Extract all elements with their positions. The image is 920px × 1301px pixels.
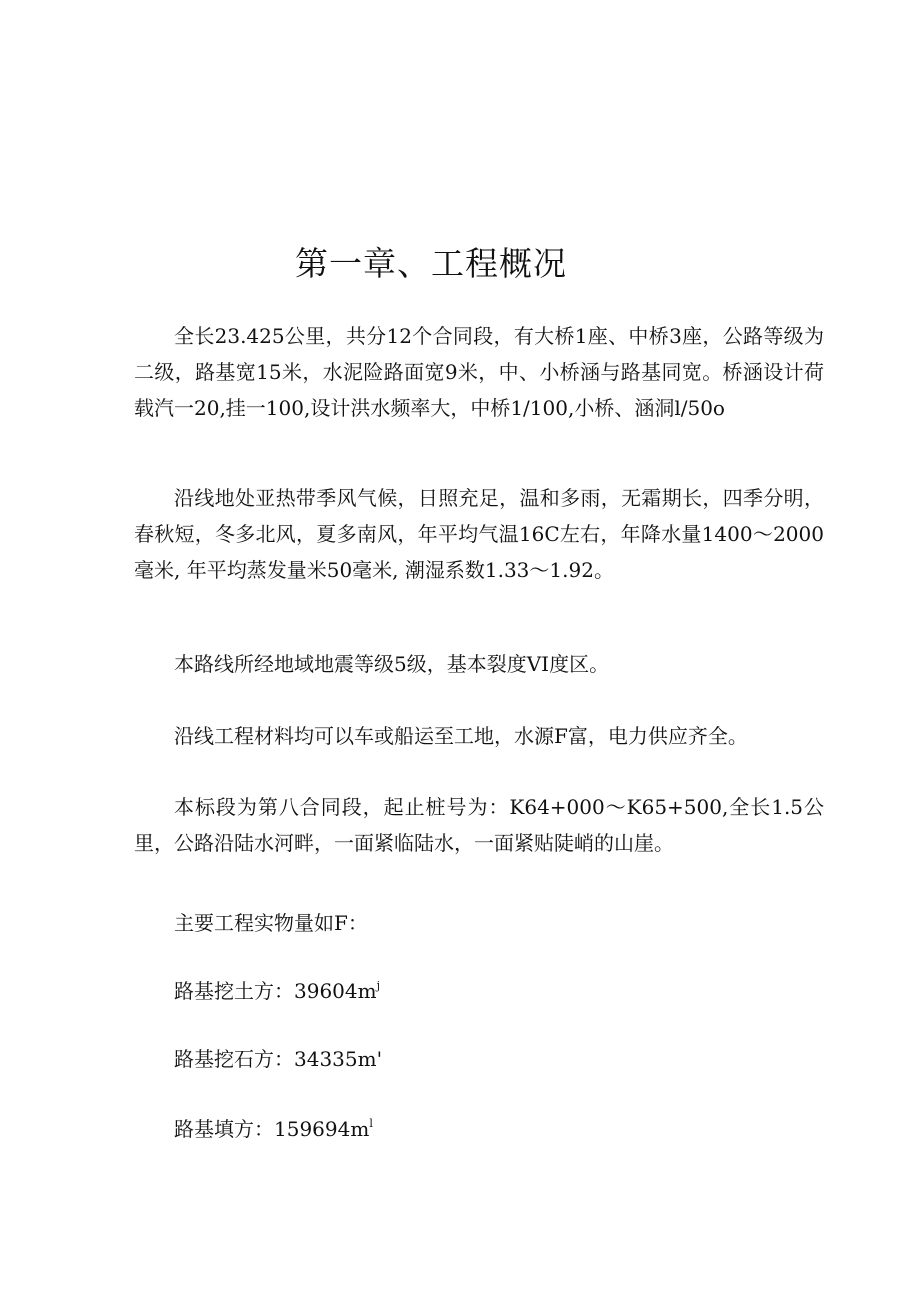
paragraph-quantities-intro: 主要工程实物量如F： [174, 911, 368, 935]
quantity-sup: l [369, 1117, 373, 1130]
paragraph-materials: 沿线工程材料均可以车或船运至工地，水源F富，电力供应齐全。 [174, 724, 748, 748]
paragraph-climate: 沿线地处亚热带季风气候，日照充足，温和多雨，无霜期长，四季分明，春秋短，冬多北风，夏多南风，年平均气温16C左右，年降水量1400～2000毫米, 年平均蒸发量米50毫米, 潮湿系数1.33～1.92。 [134, 486, 824, 582]
paragraph-overview: 全长23.425公里，共分12个合同段，有大桥1座、中桥3座，公路等级为二级，路基宽15米，水泥险路面宽9米，中、小桥涵与路基同宽。桥涵设计荷载汽一20,挂一100,设计洪水频率大，中桥1/100,小桥、涵洞l/50o [134, 324, 824, 420]
paragraph-section: 本标段为第八合同段，起止桩号为：K64+000～K65+500,全长1.5公里，公路沿陆水河畔，一面紧临陆水，一面紧贴陡峭的山崖。 [134, 795, 824, 855]
chapter-title: 第一章、工程概况 [295, 244, 567, 283]
quantity-item-rock-excavation [134, 1041, 824, 1077]
quantity-text: 路基填方：159694m [174, 1117, 370, 1141]
quantity-text: 路基挖土方：39604m [174, 979, 377, 1003]
paragraph-seismic: 本路线所经地域地震等级5级，基本裂度VI度区。 [174, 652, 610, 676]
quantity-item-earth-excavation [134, 973, 824, 1009]
quantity-item-fill [134, 1111, 824, 1147]
quantity-sup: j [376, 979, 381, 992]
quantity-text: 路基挖石方：34335m' [174, 1047, 383, 1071]
